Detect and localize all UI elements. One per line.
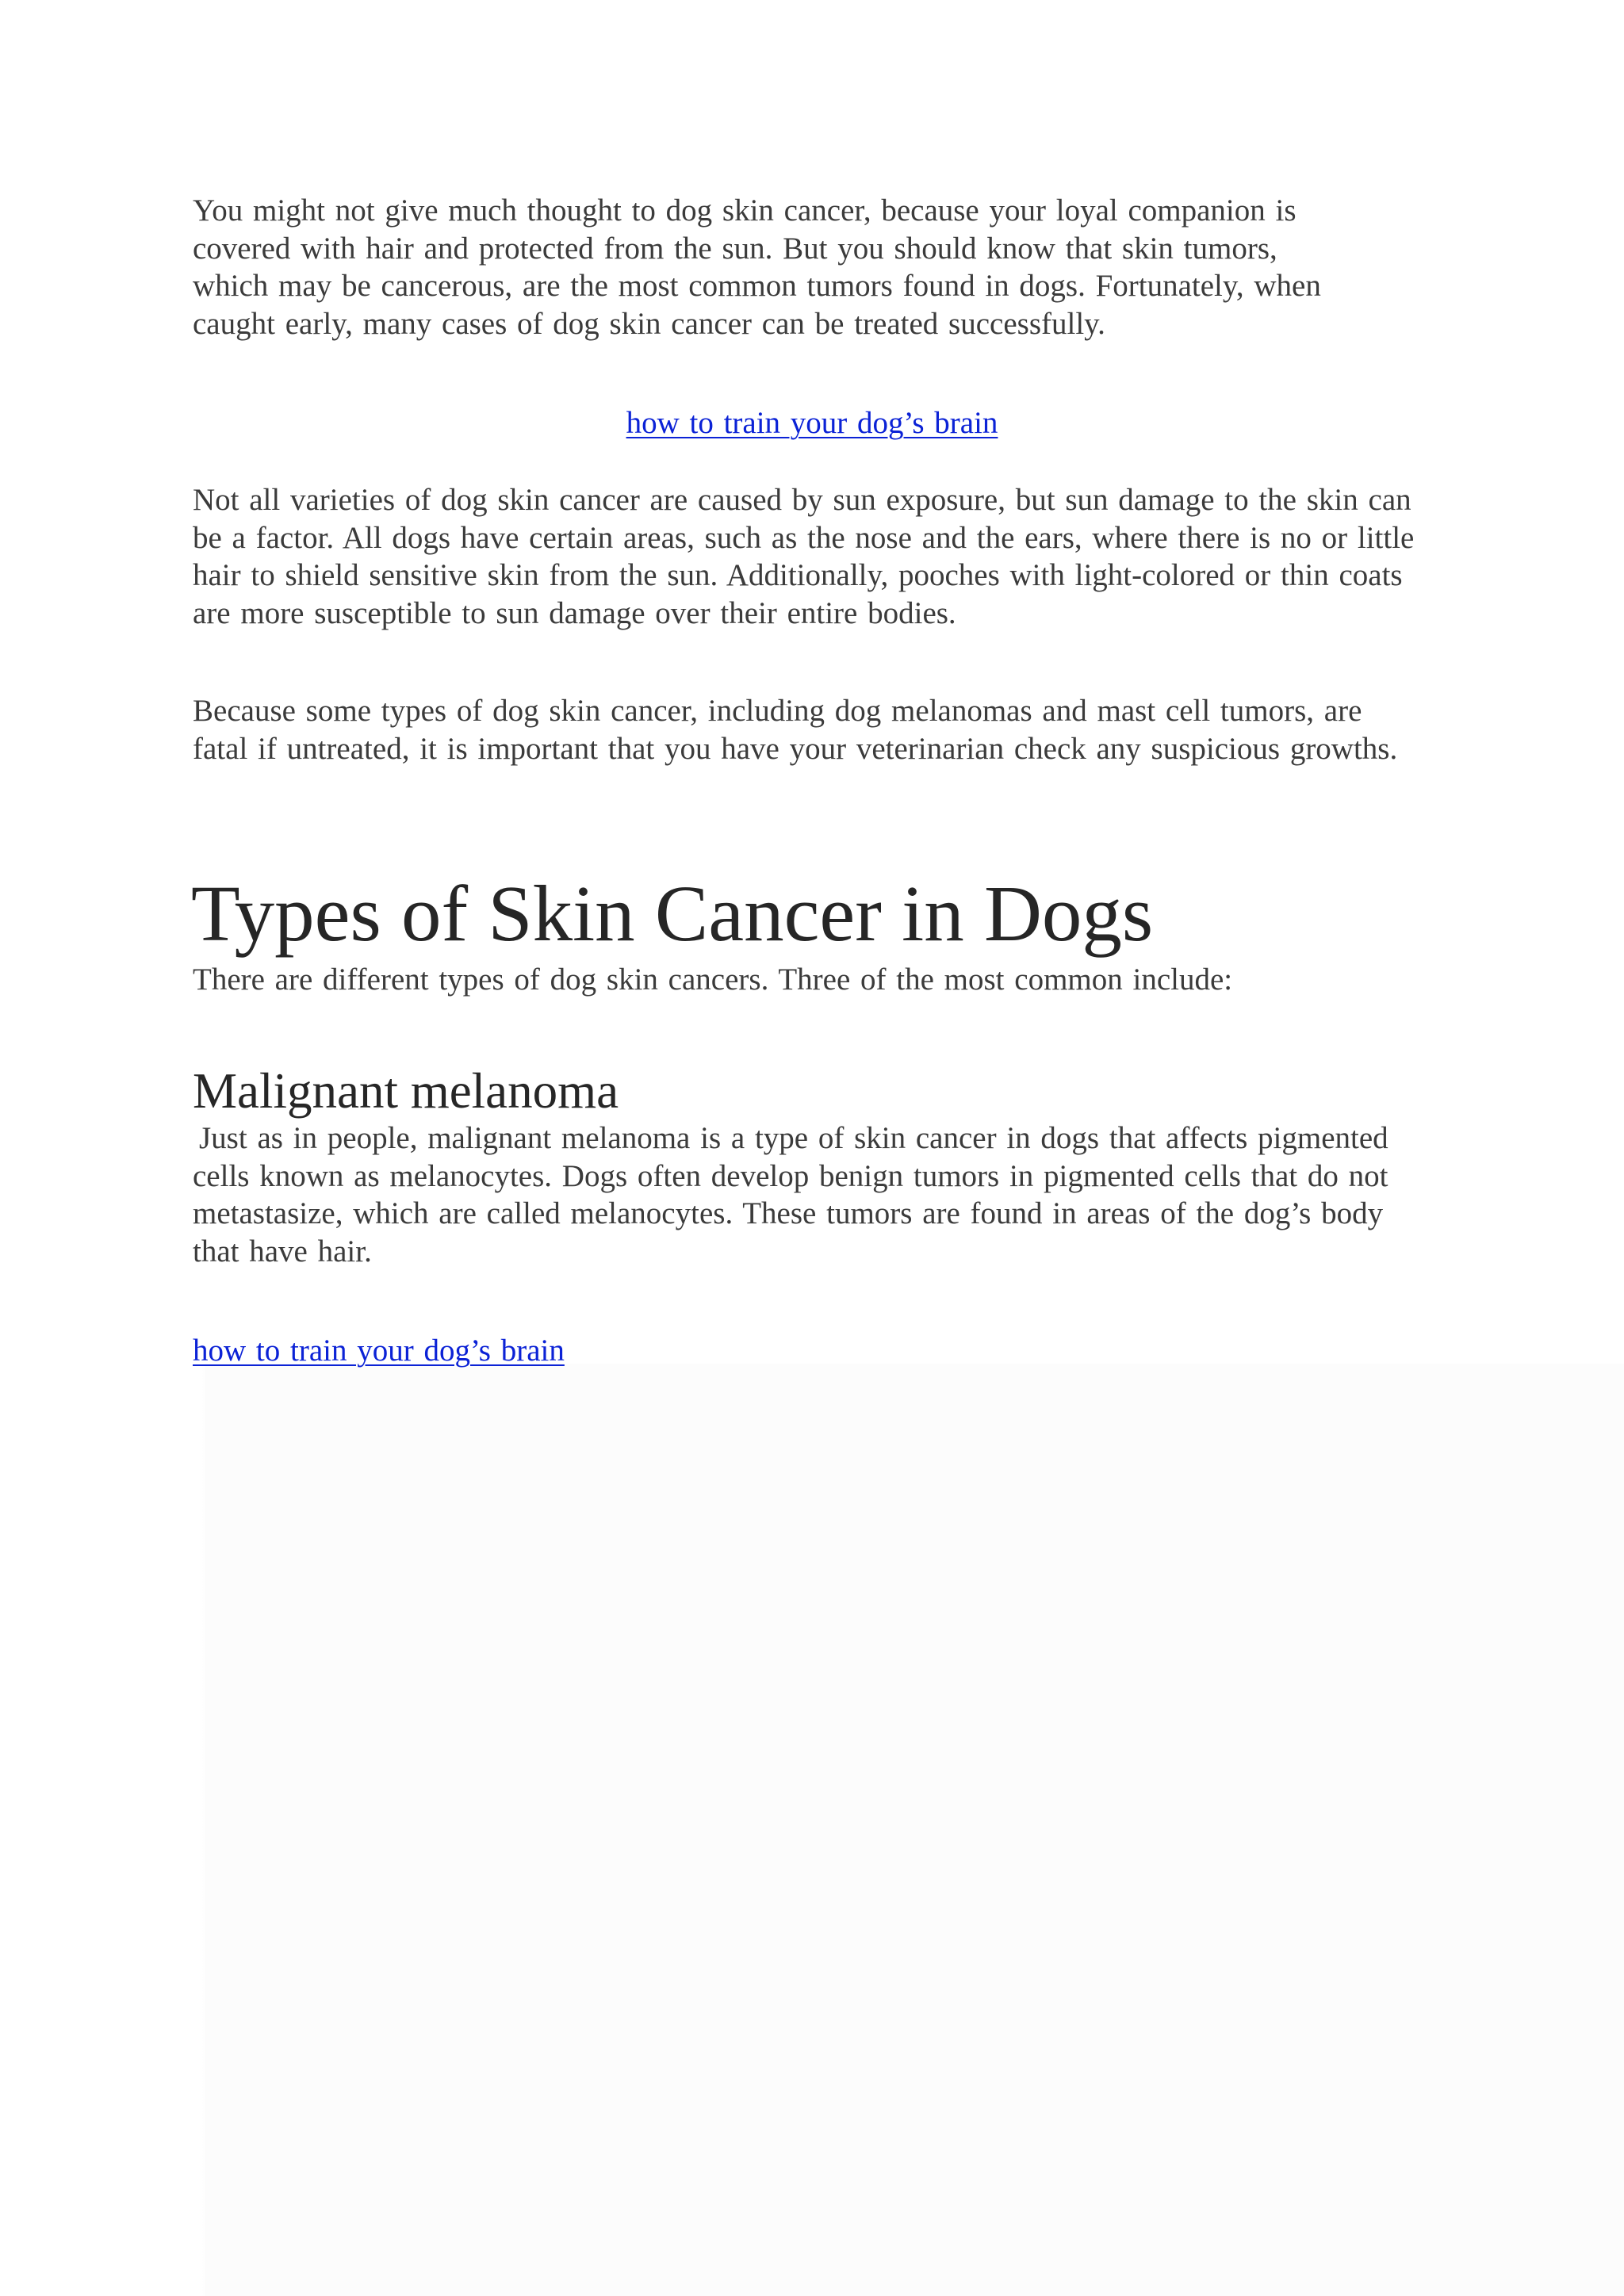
intro-paragraph: You might not give much thought to dog skin cancer, because your loyal companion is covered with hair and protected from the sun. But you should know that skin tumors, which may be cancerous, are the most common tumors found in dogs. Fortunately, when caught early, many cases of dog skin cancer can be treated successfully. <box>193 193 1321 341</box>
types-heading: Types of Skin Cancer in Dogs <box>191 869 1154 958</box>
sun-exposure-paragraph: Not all varieties of dog skin cancer are caused by sun exposure, but sun damage to the skin can be a factor. All dogs have certain areas, such as the nose and the ears, where there is no or little hair to shield sensitive skin from the sun. Additionally, pooches with light-colored or thin coats are more susceptible to sun damage over their entire bodies. <box>193 483 1415 630</box>
melanoma-heading: Malignant melanoma <box>193 1063 619 1119</box>
melanoma-paragraph: Just as in people, malignant melanoma is a type of skin cancer in dogs that affects pigmented cells known as melanocytes. Dogs often develop benign tumors in pigmented cells that do not metastasize, which are called melanocytes. These tumors are found in areas of the dog’s body that have hair. <box>193 1121 1388 1269</box>
train-dog-brain-link[interactable]: how to train your dog’s brain <box>626 406 998 440</box>
fatal-note-paragraph: Because some types of dog skin cancer, including dog melanomas and mast cell tumors, are fatal if untreated, it is important that you have your veterinarian check any suspicious growths. <box>193 694 1398 766</box>
train-dog-brain-link-2[interactable]: how to train your dog’s brain <box>193 1334 565 1368</box>
types-intro-paragraph: There are different types of dog skin cancers. Three of the most common include: <box>193 962 1233 997</box>
